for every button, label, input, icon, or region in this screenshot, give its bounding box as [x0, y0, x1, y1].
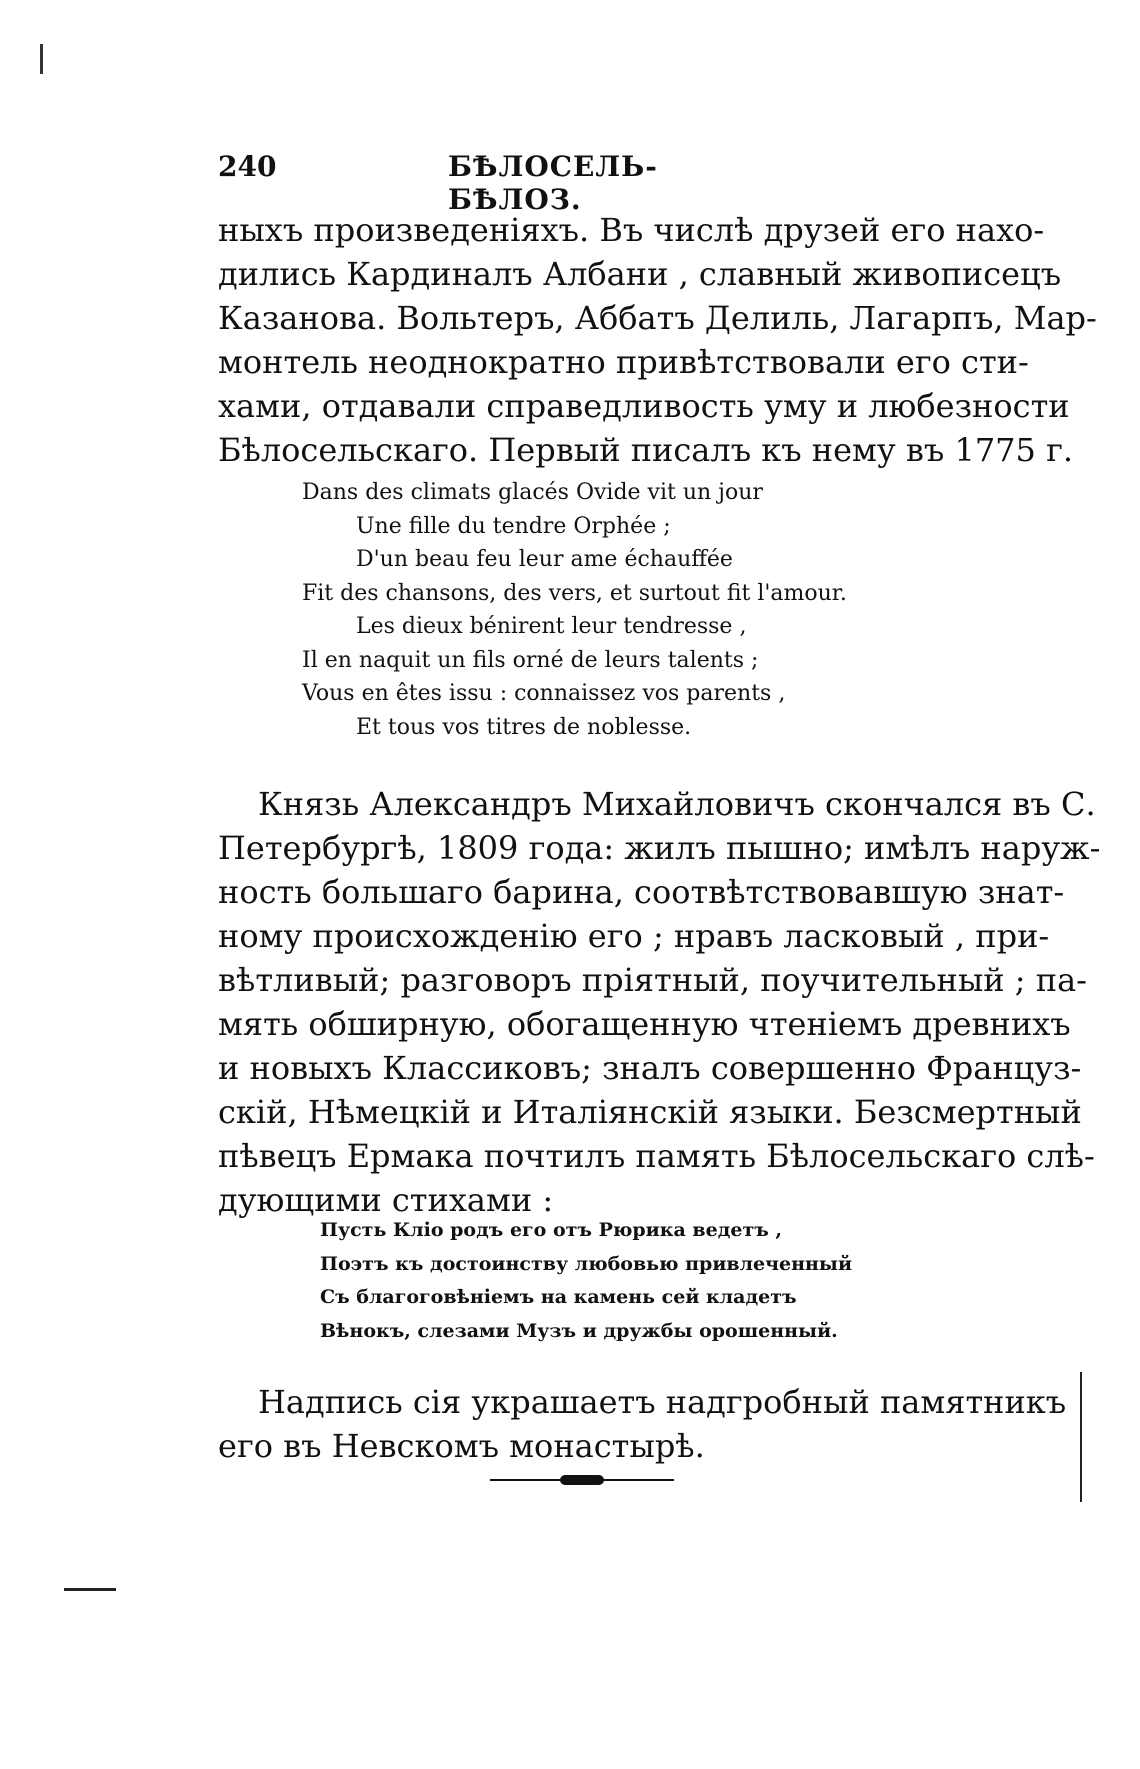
- french-verse: [302, 476, 847, 744]
- text-line: Надпись сія украшаетъ надгробный памятникъ: [258, 1383, 1067, 1421]
- text-line: Казанова. Вольтеръ, Аббатъ Делиль, Лагарпъ, Мар-: [218, 299, 1097, 337]
- verse-line: Dans des climats glacés Ovide vit un jour: [302, 480, 763, 505]
- russian-verse: [320, 1214, 852, 1348]
- verse-line: D'un beau feu leur ame échauffée: [356, 547, 733, 572]
- text-line: и новыхъ Классиковъ; зналъ совершенно Француз-: [218, 1049, 1082, 1087]
- text-line: его въ Невскомъ монастырѣ.: [218, 1427, 705, 1465]
- verse-line: Et tous vos titres de noblesse.: [356, 714, 692, 740]
- verse-line: Vous en êtes issu : connaissez vos parents ,: [302, 681, 786, 706]
- scan-edge-mark: [40, 44, 43, 74]
- verse-line: Вѣнокъ, слезами Музъ и дружбы орошенный.: [320, 1319, 838, 1342]
- paragraph-3: [218, 1380, 1067, 1468]
- margin-dash: [64, 1588, 116, 1591]
- text-line: скій, Нѣмецкій и Италіянскій языки. Безсмертный: [218, 1093, 1082, 1131]
- text-line: дующими стихами :: [218, 1181, 554, 1219]
- text-line: Бѣлосельскаго. Первый писалъ къ нему въ 1775 г.: [218, 431, 1073, 469]
- text-line: мять обширную, обогащенную чтеніемъ древнихъ: [218, 1005, 1071, 1043]
- text-line: вѣтливый; разговоръ пріятный, поучительный ; па-: [218, 961, 1087, 999]
- running-head: [218, 150, 758, 216]
- verse-line: Поэтъ къ достоинству любовью привлеченный: [320, 1252, 853, 1275]
- section-end-ornament: [490, 1474, 674, 1486]
- verse-line: Une fille du tendre Orphée ;: [356, 513, 671, 539]
- verse-line: Fit des chansons, des vers, et surtout fit l'amour.: [302, 580, 847, 606]
- ornament-center: [560, 1475, 604, 1485]
- text-line: Князь Александръ Михайловичъ скончался въ С.: [258, 785, 1096, 823]
- text-line: монтель неоднократно привѣтствовали его сти-: [218, 343, 1029, 381]
- paragraph-2: [218, 782, 1101, 1222]
- text-line: ному происхожденію его ; нравъ ласковый , при-: [218, 917, 1050, 955]
- page-number: 240: [218, 150, 277, 183]
- verse-line: Пусть Кліо родъ его отъ Рюрика ведетъ ,: [320, 1219, 783, 1241]
- paragraph-1: [218, 208, 1097, 472]
- header-title: БѢЛОСЕЛЬ-БѢЛОЗ.: [448, 150, 658, 216]
- verse-line: Il en naquit un fils orné de leurs talents ;: [302, 647, 759, 673]
- text-line: пѣвецъ Ермака почтилъ память Бѣлосельскаго слѣ-: [218, 1137, 1095, 1175]
- verse-line: Съ благоговѣніемъ на камень сей кладетъ: [320, 1286, 797, 1308]
- scan-edge-rule: [1080, 1372, 1082, 1502]
- text-line: ныхъ произведеніяхъ. Въ числѣ друзей его нахо-: [218, 211, 1045, 249]
- text-line: ность большаго барина, соотвѣтствовавшую знат-: [218, 873, 1065, 911]
- verse-line: Les dieux bénirent leur tendresse ,: [356, 614, 747, 639]
- text-line: хами, отдавали справедливость уму и любезности: [218, 387, 1070, 425]
- text-line: Петербургѣ, 1809 года: жилъ пышно; имѣлъ наруж-: [218, 829, 1101, 867]
- text-line: дились Кардиналъ Албани , славный живописецъ: [218, 255, 1062, 293]
